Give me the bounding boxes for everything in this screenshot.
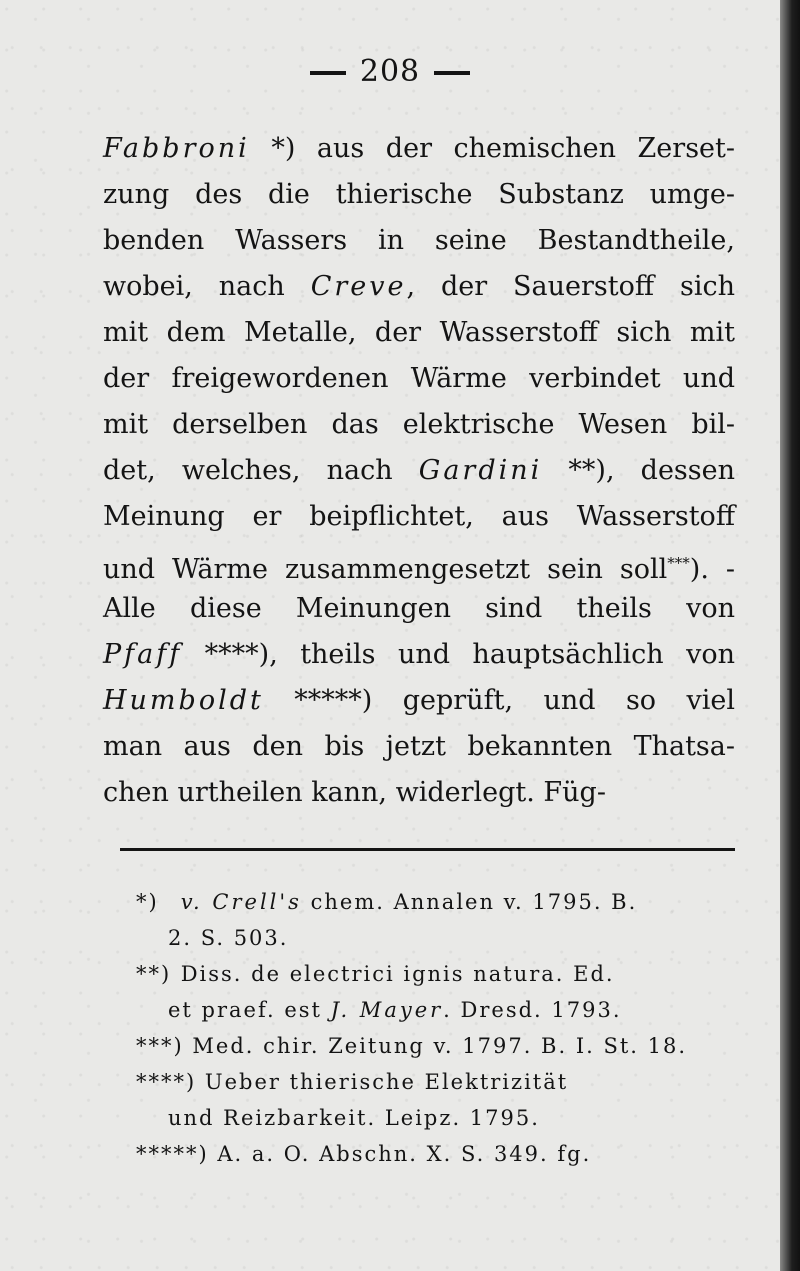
author-name: Pfaff [103,639,183,670]
body-line: der freigewordenen Wärme verbindet und [103,363,735,394]
footnote-reference: *** [667,554,690,572]
footnote-4-continuation: und Reizbarkeit. Leipz. 1795. [168,1106,540,1130]
author-name: Humboldt [103,685,264,716]
footnote-2: **) Diss. de electrici ignis natura. Ed. [136,956,736,992]
page-number: 208 [359,54,421,89]
header-dash-right [434,71,470,75]
footnote-5: *****) A. a. O. Abschn. X. S. 349. fg. [136,1136,736,1172]
footnote-mark: ***) [136,1034,184,1058]
footnote-mark: **) [136,962,172,986]
footnote-3: ***) Med. chir. Zeitung v. 1797. B. I. St. 18. [136,1028,736,1064]
body-line: chen urtheilen kann, widerlegt. Füg- [103,777,606,808]
body-line: zung des die thierische Substanz umge- [103,179,735,210]
body-line: man aus den bis jetzt bekannten Thatsa- [103,731,735,762]
body-line: Fabbroni *) aus der chemischen Zerset- [103,133,735,164]
body-line: und Wärme zusammengesetzt sein soll***). - [103,554,735,585]
author-name: Gardini [418,455,543,486]
body-line: Humboldt *****) geprüft, und so viel [103,685,735,716]
body-line: Alle diese Meinungen sind theils von [103,593,735,624]
body-line: mit derselben das elektrische Wesen bil- [103,409,735,440]
footnote-1-continuation: 2. S. 503. [168,926,289,950]
footnote-mark: *) [136,890,159,914]
footnote-2-continuation: et praef. est J. Mayer. Dresd. 1793. [168,998,622,1022]
header-dash-left [310,71,346,75]
author-name: Creve [310,271,407,302]
body-line: det, welches, nach Gardini **), dessen [103,455,736,486]
page-header [0,54,780,89]
author-name: Fabbroni [103,133,250,164]
body-line: benden Wassers in seine Bestandtheile, [103,225,735,256]
footnote-mark: ****) [136,1070,197,1094]
body-line: Meinung er beipflichtet, aus Wasserstoff [103,501,735,532]
body-line: Pfaff ****), theils und hauptsächlich von [103,639,735,670]
footnote-mark: *****) [136,1142,209,1166]
footnotes [136,884,736,1172]
footnote-1: *) v. Crell's chem. Annalen v. 1795. B. [136,884,736,920]
footnote-divider [120,848,735,851]
footnote-4: ****) Ueber thierische Elektrizität [136,1064,736,1100]
body-line: wobei, nach Creve, der Sauerstoff sich [103,271,735,302]
body-text [103,126,735,816]
page-edge-shadow [780,0,800,1271]
body-line: mit dem Metalle, der Wasserstoff sich mit [103,317,735,348]
